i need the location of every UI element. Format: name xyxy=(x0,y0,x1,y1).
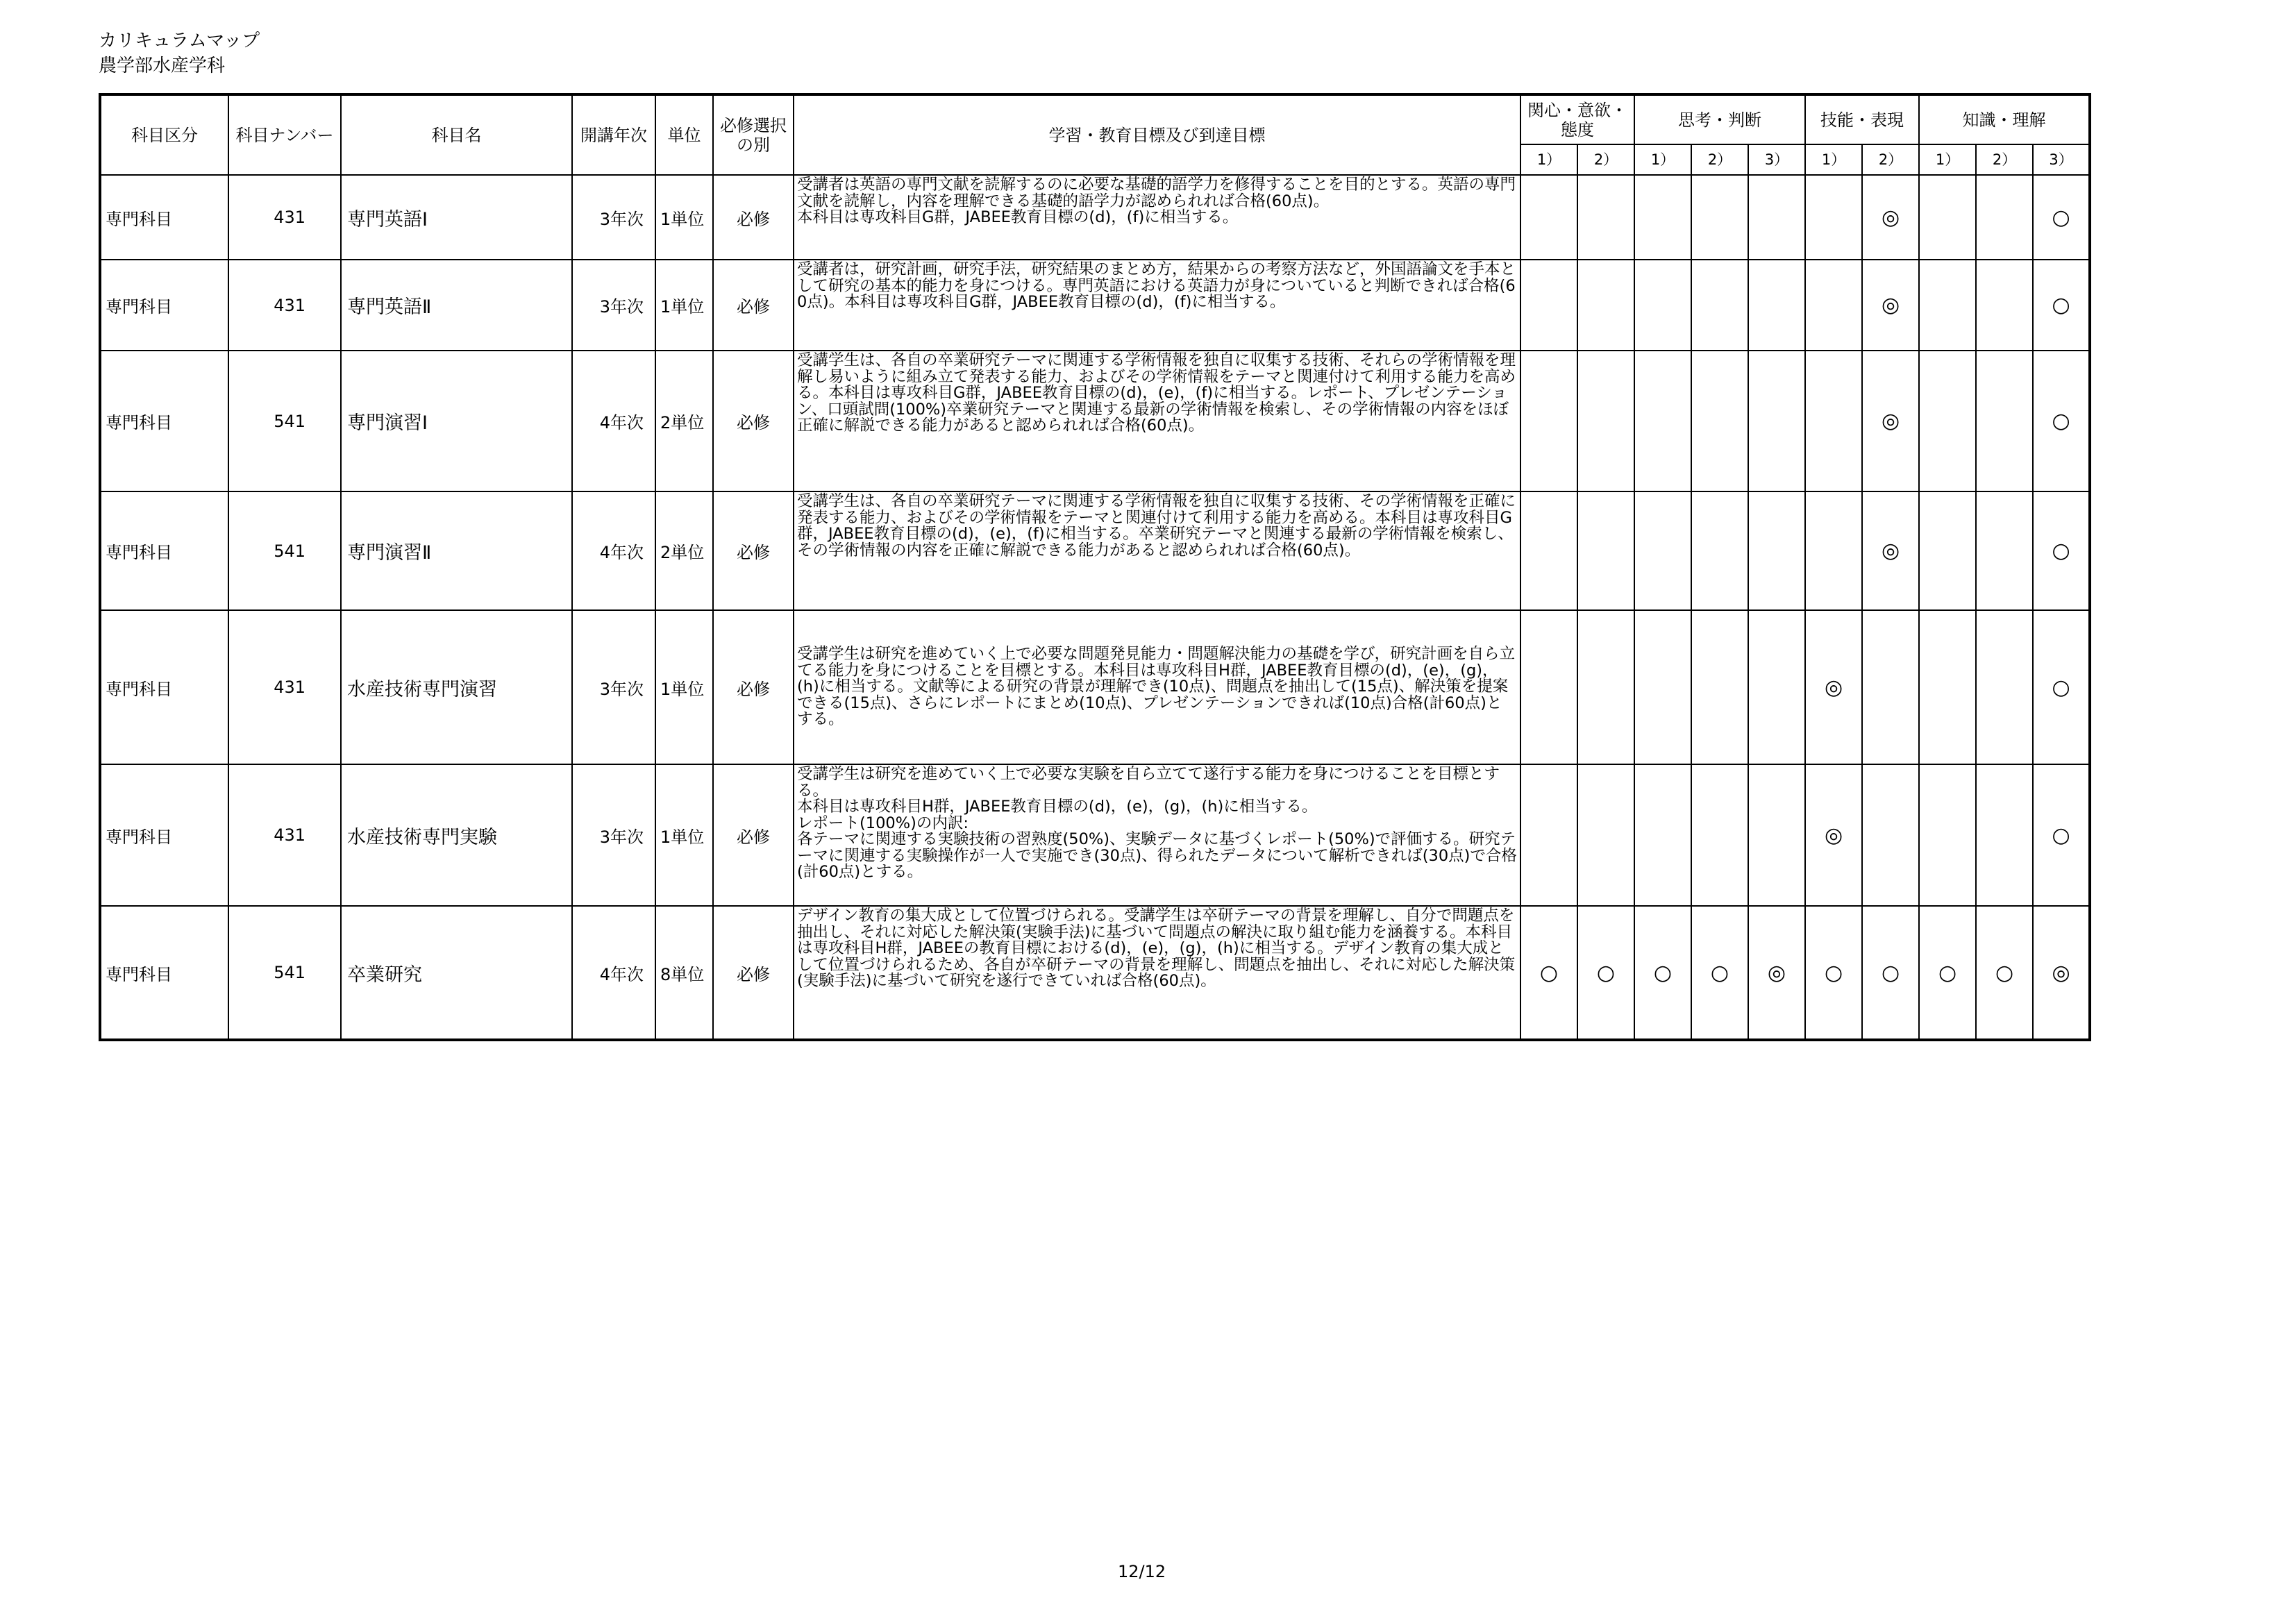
cell-required: 必修 xyxy=(713,260,794,351)
cell-mark xyxy=(1748,260,1805,351)
cell-mark xyxy=(1634,351,1691,491)
cell-number: 431 xyxy=(228,610,341,764)
cell-mark: ◎ xyxy=(1862,351,1919,491)
cell-mark xyxy=(1976,610,2033,764)
cell-mark xyxy=(1634,491,1691,610)
cell-mark xyxy=(1748,610,1805,764)
cell-category: 専門科目 xyxy=(100,906,228,1040)
cell-mark: ○ xyxy=(1520,906,1577,1040)
cell-year: 4年次 xyxy=(572,351,655,491)
cell-year: 4年次 xyxy=(572,491,655,610)
cell-description: 受講者は，研究計画，研究手法，研究結果のまとめ方，結果からの考察方法など，外国語論文を手本として研究の基本的能力を身につける。専門英語における英語力が身についていると判断できれば合格(60点)。本科目は専攻科目G群，JABEE教育目標の(d)，(f)に相当する。 xyxy=(794,260,1520,351)
cell-units: 1単位 xyxy=(655,610,713,764)
cell-mark xyxy=(1691,260,1748,351)
cell-mark xyxy=(1919,610,1976,764)
cell-mark xyxy=(1691,610,1748,764)
cell-mark xyxy=(1748,764,1805,906)
cell-mark: ○ xyxy=(2033,764,2090,906)
cell-description: 受講学生は研究を進めていく上で必要な実験を自ら立てて遂行する能力を身につけることを目標とする。 本科目は専攻科目H群，JABEE教育目標の(d)，(e)，(g)，(h)に相当する。 レポート(100%)の内訳: 各テーマに関連する実験技術の習熟度(50%)、実験データに基づくレポート(50%)で評価する。研究テーマに関連する実験操作が一人で実施でき(30点)、得られたデータについて解析できれば(30点)で合格(計60点)とする。 xyxy=(794,764,1520,906)
cell-category: 専門科目 xyxy=(100,175,228,260)
cell-year: 3年次 xyxy=(572,260,655,351)
cell-name: 専門英語Ⅱ xyxy=(341,260,572,351)
header-name: 科目名 xyxy=(341,94,572,175)
cell-required: 必修 xyxy=(713,610,794,764)
cell-mark: ◎ xyxy=(1805,610,1862,764)
cell-mark: ○ xyxy=(2033,491,2090,610)
cell-name: 卒業研究 xyxy=(341,906,572,1040)
cell-mark xyxy=(1520,491,1577,610)
table-row xyxy=(100,491,2090,610)
cell-mark: ◎ xyxy=(1748,906,1805,1040)
page-number: 12/12 xyxy=(1118,1562,1166,1581)
cell-mark: ○ xyxy=(2033,175,2090,260)
cell-mark xyxy=(1919,491,1976,610)
cell-mark: ◎ xyxy=(1805,764,1862,906)
cell-year: 3年次 xyxy=(572,175,655,260)
cell-description: 受講学生は、各自の卒業研究テーマに関連する学術情報を独自に収集する技術、それらの学術情報を理解し易いように組み立て発表する能力、およびその学術情報をテーマと関連付けて利用する能力を高める。本科目は専攻科目G群，JABEE教育目標の(d)，(e)，(f)に相当する。レポート、プレゼンテーション、口頭試問(100%)卒業研究テーマと関連する最新の学術情報を検索し、その学術情報の内容をほぼ正確に解説できる能力があると認められれば合格(60点)。 xyxy=(794,351,1520,491)
cell-mark xyxy=(1862,764,1919,906)
cell-mark xyxy=(1577,175,1634,260)
header-row-top xyxy=(100,94,2090,144)
header-units: 単位 xyxy=(655,94,713,175)
cell-required: 必修 xyxy=(713,175,794,260)
cell-year: 3年次 xyxy=(572,610,655,764)
cell-mark xyxy=(1691,175,1748,260)
header-goals: 学習・教育目標及び到達目標 xyxy=(794,94,1520,175)
cell-category: 専門科目 xyxy=(100,491,228,610)
header-sub-4: 2） xyxy=(1691,144,1748,175)
cell-mark xyxy=(1748,491,1805,610)
cell-units: 1単位 xyxy=(655,175,713,260)
cell-mark: ○ xyxy=(2033,610,2090,764)
cell-units: 2単位 xyxy=(655,351,713,491)
department-name: 農学部水産学科 xyxy=(99,56,226,76)
curriculum-map-table xyxy=(99,93,2091,1041)
cell-mark xyxy=(1634,610,1691,764)
cell-mark: ○ xyxy=(1805,906,1862,1040)
cell-description: 受講者は英語の専門文献を読解するのに必要な基礎的語学力を修得することを目的とする。英語の専門文献を読解し，内容を理解できる基礎的語学力が認められれば合格(60点)。 本科目は専攻科目G群，JABEE教育目標の(d)，(f)に相当する。 xyxy=(794,175,1520,260)
cell-required: 必修 xyxy=(713,491,794,610)
cell-mark xyxy=(1520,175,1577,260)
cell-mark xyxy=(1520,764,1577,906)
cell-name: 専門演習Ⅰ xyxy=(341,351,572,491)
header-number: 科目ナンバー xyxy=(228,94,341,175)
cell-mark: ○ xyxy=(1919,906,1976,1040)
cell-mark xyxy=(1976,260,2033,351)
cell-description: 受講学生は研究を進めていく上で必要な問題発見能力・問題解決能力の基礎を学び，研究計画を自ら立てる能力を身につけることを目標とする。本科目は専攻科目H群，JABEE教育目標の(d)，(e)，(g)，(h)に相当する。文献等による研究の背景が理解でき(10点)、問題点を抽出して(15点)、解決策を提案できる(15点)、さらにレポートにまとめ(10点)、プレゼンテーションできれば(10点)合格(計60点)とする。 xyxy=(794,610,1520,764)
cell-number: 431 xyxy=(228,260,341,351)
cell-mark xyxy=(1976,764,2033,906)
cell-category: 専門科目 xyxy=(100,764,228,906)
cell-year: 3年次 xyxy=(572,764,655,906)
cell-units: 2単位 xyxy=(655,491,713,610)
header-group-thinking: 思考・判断 xyxy=(1634,94,1805,144)
cell-mark xyxy=(1976,351,2033,491)
cell-number: 431 xyxy=(228,175,341,260)
header-sub-9: 2） xyxy=(1976,144,2033,175)
table-row xyxy=(100,175,2090,260)
cell-mark: ○ xyxy=(1634,906,1691,1040)
cell-mark: ○ xyxy=(2033,351,2090,491)
cell-mark xyxy=(1748,351,1805,491)
header-sub-3: 1） xyxy=(1634,144,1691,175)
cell-mark: ○ xyxy=(1862,906,1919,1040)
cell-mark xyxy=(1577,764,1634,906)
cell-required: 必修 xyxy=(713,351,794,491)
table-body xyxy=(100,175,2090,1040)
cell-description: デザイン教育の集大成として位置づけられる。受講学生は卒研テーマの背景を理解し、自分で問題点を抽出し、それに対応した解決策(実験手法)に基づいて問題点の解決に取り組む能力を涵養する。本科目は専攻科目H群，JABEEの教育目標における(d)，(e)，(g)，(h)に相当する。デザイン教育の集大成として位置づけられるため、各自が卒研テーマの背景を理解し、問題点を抽出し、それに対応した解決策(実験手法)に基づいて研究を遂行できていれば合格(60点)。 xyxy=(794,906,1520,1040)
cell-required: 必修 xyxy=(713,764,794,906)
cell-mark: ◎ xyxy=(1862,175,1919,260)
header-group-interest: 関心・意欲・態度 xyxy=(1520,94,1634,144)
cell-required: 必修 xyxy=(713,906,794,1040)
cell-mark xyxy=(1520,351,1577,491)
cell-mark xyxy=(1805,351,1862,491)
cell-mark xyxy=(1691,764,1748,906)
header-sub-1: 1） xyxy=(1520,144,1577,175)
header-required: 必修選択の別 xyxy=(713,94,794,175)
cell-category: 専門科目 xyxy=(100,610,228,764)
header-year: 開講年次 xyxy=(572,94,655,175)
cell-mark xyxy=(1919,260,1976,351)
header-sub-6: 1） xyxy=(1805,144,1862,175)
cell-mark xyxy=(1520,260,1577,351)
cell-mark: ◎ xyxy=(1862,491,1919,610)
cell-units: 1単位 xyxy=(655,764,713,906)
header-group-knowledge: 知識・理解 xyxy=(1919,94,2090,144)
cell-mark: ○ xyxy=(1577,906,1634,1040)
table-row xyxy=(100,906,2090,1040)
cell-units: 8単位 xyxy=(655,906,713,1040)
cell-description: 受講学生は、各自の卒業研究テーマに関連する学術情報を独自に収集する技術、その学術情報を正確に発表する能力、およびその学術情報をテーマと関連付けて利用する能力を高める。本科目は専攻科目G群，JABEE教育目標の(d)，(e)，(f)に相当する。卒業研究テーマと関連する最新の学術情報を検索し、その学術情報の内容を正確に解説できる能力があると認められれば合格(60点)。 xyxy=(794,491,1520,610)
cell-mark xyxy=(1919,351,1976,491)
cell-number: 431 xyxy=(228,764,341,906)
cell-mark xyxy=(1976,491,2033,610)
cell-mark xyxy=(1691,491,1748,610)
cell-year: 4年次 xyxy=(572,906,655,1040)
cell-number: 541 xyxy=(228,351,341,491)
cell-number: 541 xyxy=(228,906,341,1040)
header-sub-10: 3） xyxy=(2033,144,2090,175)
cell-mark xyxy=(1691,351,1748,491)
table-row xyxy=(100,260,2090,351)
cell-mark xyxy=(1520,610,1577,764)
cell-mark xyxy=(1634,764,1691,906)
header-sub-2: 2） xyxy=(1577,144,1634,175)
cell-mark xyxy=(1577,260,1634,351)
cell-mark: ○ xyxy=(2033,260,2090,351)
cell-name: 水産技術専門実験 xyxy=(341,764,572,906)
header-category: 科目区分 xyxy=(100,94,228,175)
cell-mark xyxy=(1862,610,1919,764)
cell-mark xyxy=(1976,175,2033,260)
header-group-skills: 技能・表現 xyxy=(1805,94,1919,144)
cell-mark xyxy=(1805,175,1862,260)
cell-name: 専門演習Ⅱ xyxy=(341,491,572,610)
cell-name: 専門英語Ⅰ xyxy=(341,175,572,260)
cell-mark xyxy=(1748,175,1805,260)
table-row xyxy=(100,764,2090,906)
cell-mark: ◎ xyxy=(1862,260,1919,351)
cell-mark xyxy=(1919,764,1976,906)
cell-mark xyxy=(1577,351,1634,491)
cell-mark: ○ xyxy=(1976,906,2033,1040)
cell-mark xyxy=(1634,175,1691,260)
cell-mark: ◎ xyxy=(2033,906,2090,1040)
cell-mark xyxy=(1634,260,1691,351)
cell-mark xyxy=(1805,491,1862,610)
cell-number: 541 xyxy=(228,491,341,610)
cell-category: 専門科目 xyxy=(100,351,228,491)
header-sub-7: 2） xyxy=(1862,144,1919,175)
table-row xyxy=(100,610,2090,764)
table-row xyxy=(100,351,2090,491)
header-sub-5: 3） xyxy=(1748,144,1805,175)
cell-mark xyxy=(1805,260,1862,351)
header-sub-8: 1） xyxy=(1919,144,1976,175)
cell-mark: ○ xyxy=(1691,906,1748,1040)
cell-mark xyxy=(1577,491,1634,610)
cell-category: 専門科目 xyxy=(100,260,228,351)
cell-mark xyxy=(1577,610,1634,764)
cell-name: 水産技術専門演習 xyxy=(341,610,572,764)
cell-units: 1単位 xyxy=(655,260,713,351)
cell-mark xyxy=(1919,175,1976,260)
document-title: カリキュラムマップ xyxy=(99,31,260,51)
